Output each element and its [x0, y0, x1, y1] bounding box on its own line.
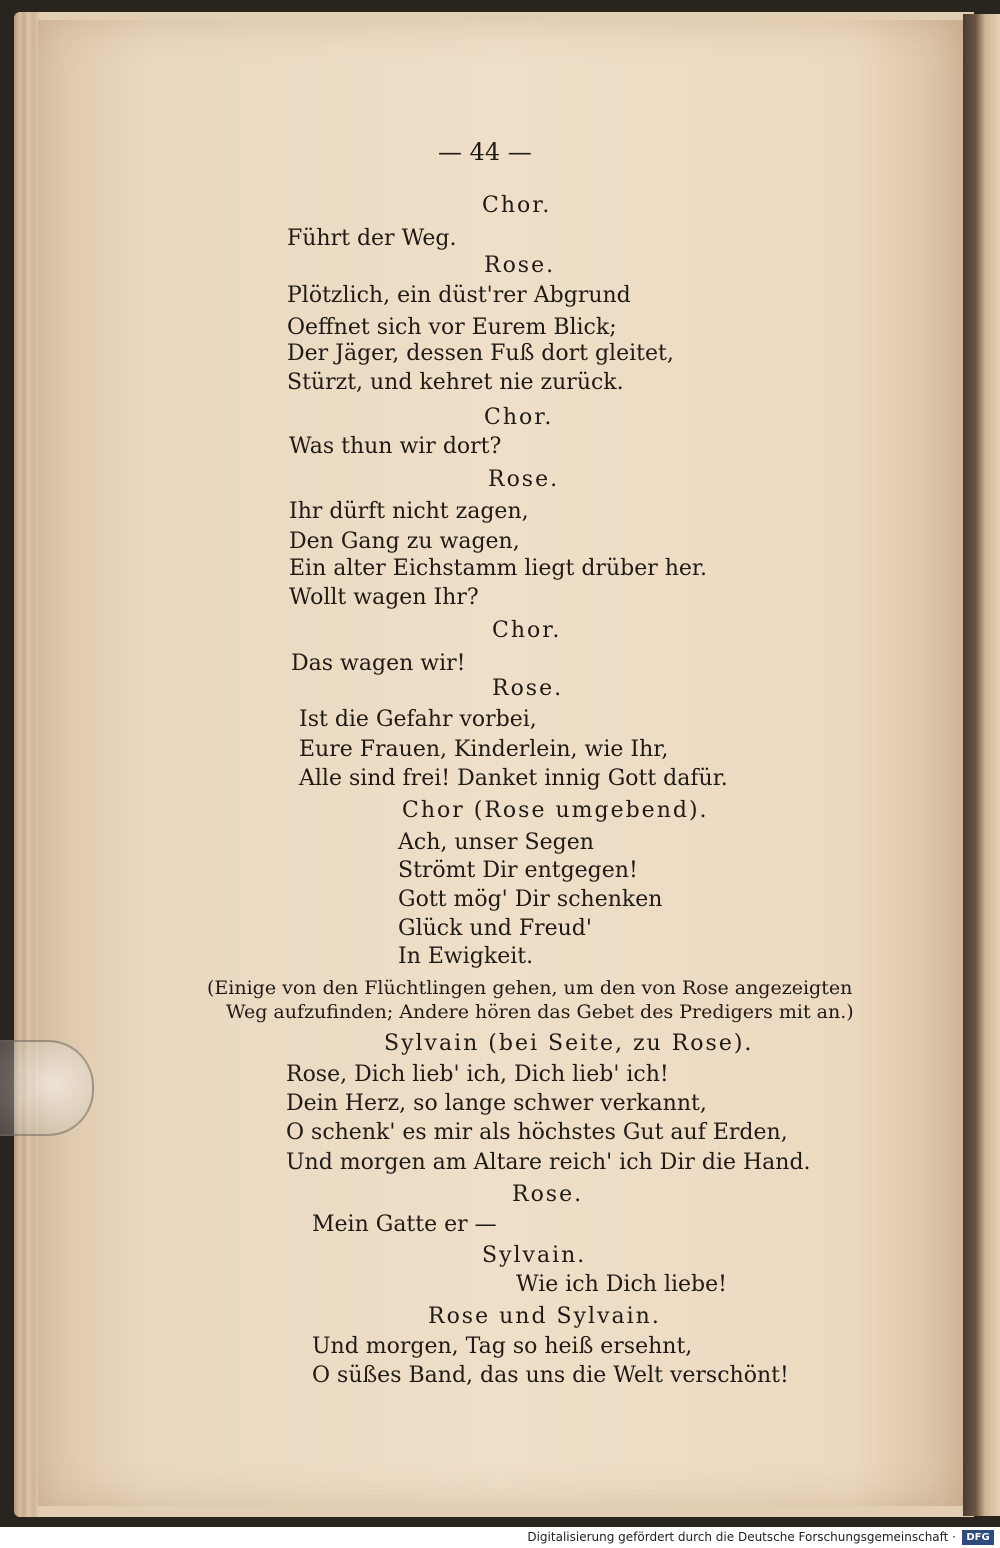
speaker-line: Sylvain (bei Seite, zu Rose). [384, 1031, 754, 1056]
dfg-logo: DFG [962, 1530, 994, 1545]
verse-line: Das wagen wir! [291, 651, 466, 676]
verse-line: Glück und Freud' [398, 916, 592, 941]
verse-line: Den Gang zu wagen, [289, 529, 520, 554]
verse-line: Führt der Weg. [287, 226, 457, 251]
verse-line: Oeffnet sich vor Eurem Blick; [287, 315, 617, 340]
verse-line: Plötzlich, ein düst'rer Abgrund [287, 283, 631, 308]
verse-line: Strömt Dir entgegen! [398, 858, 638, 883]
verse-line: Wie ich Dich liebe! [516, 1272, 727, 1297]
verse-line: Und morgen, Tag so heiß ersehnt, [312, 1334, 693, 1359]
verse-line: Ach, unser Segen [398, 830, 594, 855]
verse-line: O schenk' es mir als höchstes Gut auf Erden, [286, 1120, 788, 1145]
speaker-line: Rose und Sylvain. [428, 1304, 661, 1329]
verse-line: In Ewigkeit. [398, 944, 534, 969]
verse-line: Ihr dürft nicht zagen, [289, 499, 529, 524]
verse-line: Ist die Gefahr vorbei, [299, 707, 537, 732]
verse-line: Mein Gatte er — [312, 1212, 497, 1237]
verse-line: O süßes Band, das uns die Welt verschönt! [312, 1363, 789, 1388]
speaker-line: Rose. [484, 253, 556, 278]
footer-bar [0, 1527, 1000, 1548]
verse-line: Alle sind frei! Danket innig Gott dafür. [299, 766, 728, 791]
verse-line: Gott mög' Dir schenken [398, 887, 663, 912]
verse-line: Wollt wagen Ihr? [289, 585, 479, 610]
verse-line: Dein Herz, so lange schwer verkannt, [286, 1091, 707, 1116]
speaker-line: Sylvain. [482, 1243, 587, 1268]
speaker-line: Chor (Rose umgebend). [402, 798, 709, 823]
speaker-line: Chor. [482, 193, 552, 218]
speaker-line: Chor. [492, 618, 562, 643]
page-number: — 44 — [438, 138, 532, 166]
verse-line: Rose, Dich lieb' ich, Dich lieb' ich! [286, 1062, 669, 1087]
speaker-line: Rose. [512, 1182, 584, 1207]
verse-line: Was thun wir dort? [289, 434, 502, 459]
speaker-line: Rose. [492, 676, 564, 701]
stage-direction: (Einige von den Flüchtlingen gehen, um den von Rose angezeigten [207, 977, 853, 999]
verse-line: Ein alter Eichstamm liegt drüber her. [289, 556, 707, 581]
page-clip [0, 1040, 94, 1136]
verse-line: Der Jäger, dessen Fuß dort gleitet, [287, 341, 674, 366]
verse-line: Stürzt, und kehret nie zurück. [287, 370, 624, 395]
verse-line: Und morgen am Altare reich' ich Dir die Hand. [286, 1150, 811, 1175]
verse-line: Eure Frauen, Kinderlein, wie Ihr, [299, 737, 669, 762]
funding-credit: Digitalisierung gefördert durch die Deutsche Forschungsgemeinschaft · [527, 1530, 956, 1544]
speaker-line: Rose. [488, 467, 560, 492]
speaker-line: Chor. [484, 405, 554, 430]
book-gutter [963, 14, 1000, 1516]
stage-direction: Weg aufzufinden; Andere hören das Gebet des Predigers mit an.) [226, 1001, 854, 1023]
